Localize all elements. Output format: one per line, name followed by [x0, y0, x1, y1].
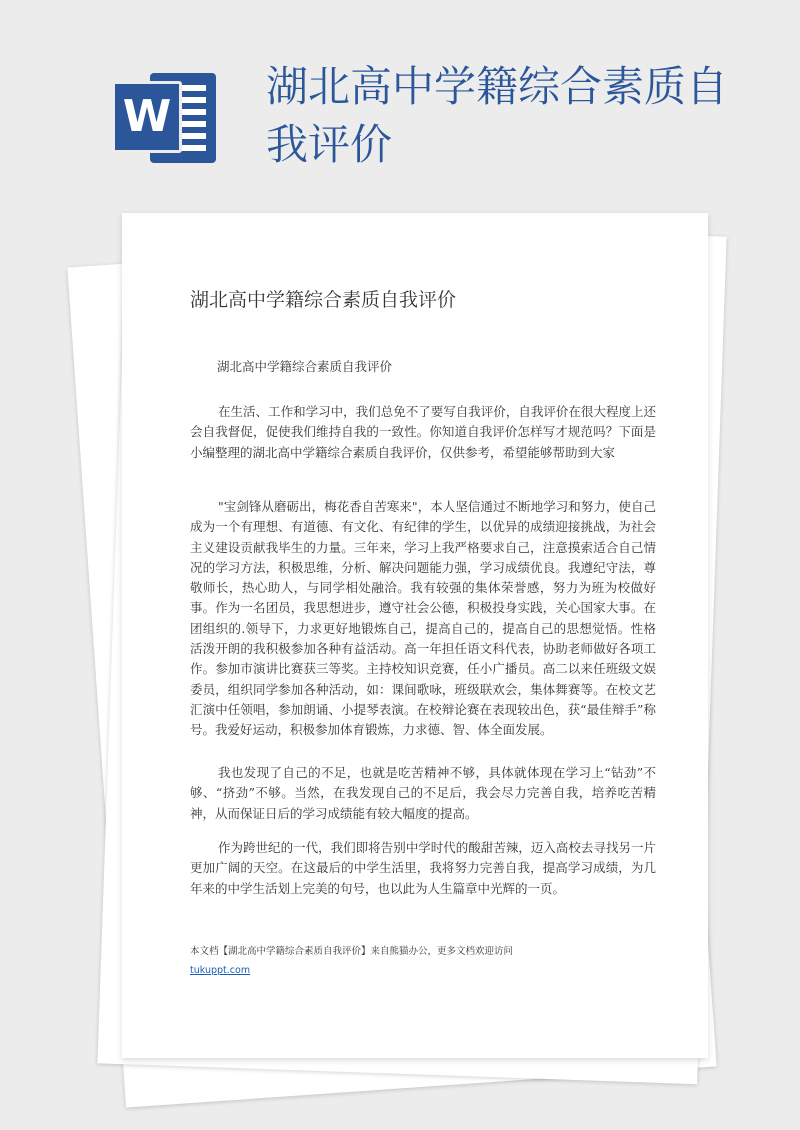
word-logo-letter: W: [122, 91, 172, 142]
footer-link[interactable]: tukuppt.com: [190, 965, 251, 976]
paragraph-body: "宝剑锋从磨砺出，梅花香自苦寒来"，本人坚信通过不断地学习和努力，使自己成为一个有理想、有道德、有文化、有纪律的学生，以优异的成绩迎接挑战，为社会主义建设贡献我毕生的力量。三年来，学习上我严格要求自己，注意摸索适合自己情况的学习方法，积极思维，分析、解决问题能力强，学习成绩优良。我遵纪守法，尊敬师长，热心助人，与同学相处融洽。我有较强的集体荣誉感，努力为班为校做好事。作为一名团员，我思想进步，遵守社会公德，积极投身实践，关心国家大事。在团组织的.领导下，力求更好地锻炼自己，提高自己的，提高自己的思想觉悟。性格活泼开朗的我积极参加各种有益活动。高一年担任语文科代表，协助老师做好各项工作。参加市演讲比赛获三等奖。主持校知识竞赛，任小广播员。高二以来任班级文娱委员，组织同学参加各种活动，如：课间歌咏，班级联欢会，集体舞赛等。在校文艺汇演中任领唱，参加朗诵、小提琴表演。在校辩论赛在表现较出色，获“最佳辩手”称号。我爱好运动，积极参加体育锻炼，力求德、智、体全面发展。: [190, 499, 656, 738]
document-title: 湖北高中学籍综合素质自我评价: [190, 289, 457, 311]
document-page: [122, 213, 708, 1058]
word-doc-icon: [112, 73, 216, 163]
document-subtitle: 湖北高中学籍综合素质自我评价: [217, 359, 393, 374]
paragraph-shortcomings: 我也发现了自己的不足，也就是吃苦精神不够，具体就体现在学习上“钻劲”不够、“挤劲”不够。当然，在我发现自己的不足后，我会尽力完善自我，培养吃苦精神，从而保证日后的学习成绩能有较大幅度的提高。: [190, 765, 656, 821]
paragraph-conclusion: 作为跨世纪的一代，我们即将告别中学时代的酸甜苦辣，迈入高校去寻找另一片更加广阔的天空。在这最后的中学生活里，我将努力完善自我，提高学习成绩，为几年来的中学生活划上完美的句号，也以此为人生篇章中光辉的一页。: [190, 840, 656, 896]
word-badge: [112, 81, 182, 153]
banner: [0, 0, 800, 200]
banner-title: 湖北高中学籍综合素质自我评价: [266, 62, 729, 169]
document-footer-note: 本文档【湖北高中学籍综合素质自我评价】来自熊猫办公，更多文档欢迎访问: [190, 946, 514, 957]
paragraph-intro: 在生活、工作和学习中，我们总免不了要写自我评价，自我评价在很大程度上还会自我督促，促使我们维持自我的一致性。你知道自我评价怎样写才规范吗？下面是小编整理的湖北高中学籍综合素质自我评价，仅供参考，希望能够帮助到大家: [190, 404, 656, 460]
